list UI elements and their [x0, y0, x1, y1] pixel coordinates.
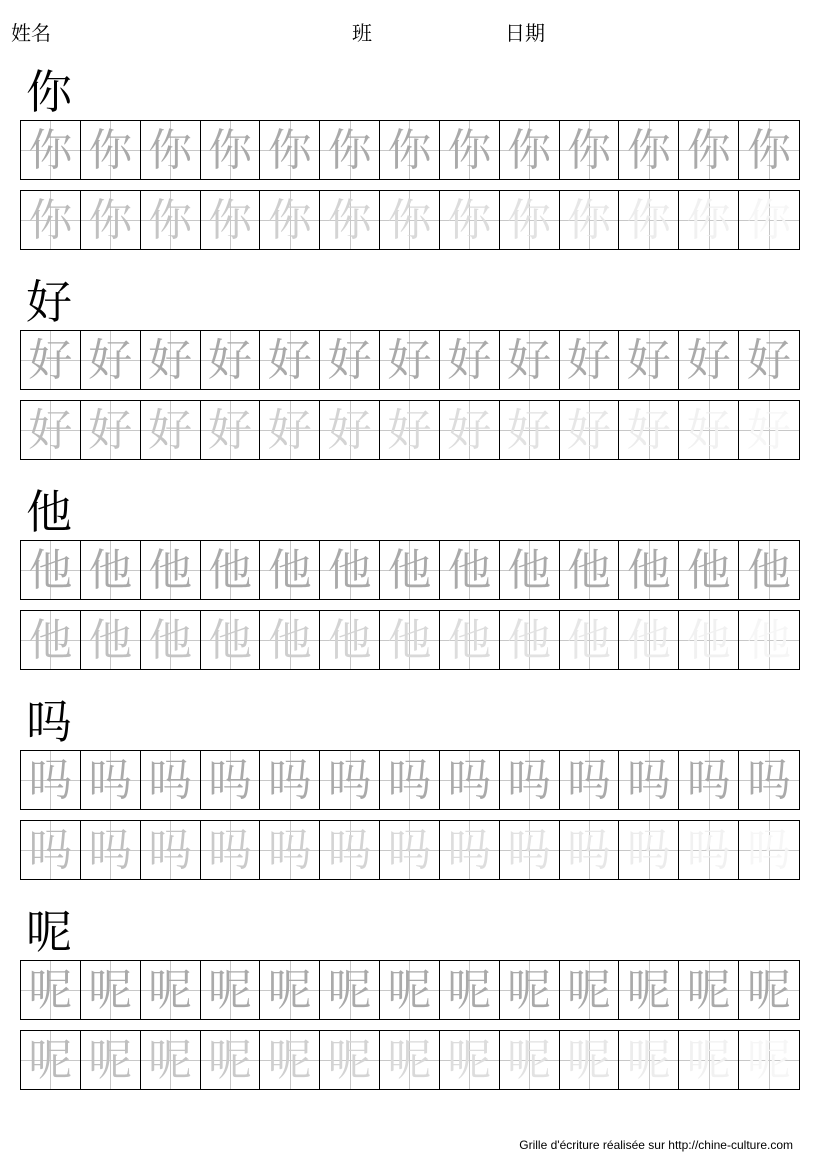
trace-character: 吗 [747, 825, 792, 876]
trace-character: 你 [626, 195, 671, 246]
trace-character: 你 [747, 195, 792, 246]
trace-character: 好 [88, 405, 133, 456]
trace-character: 他 [567, 545, 612, 596]
trace-character: 吗 [148, 825, 193, 876]
practice-cell[interactable] [320, 751, 380, 809]
practice-cell[interactable] [679, 1031, 739, 1089]
trace-character: 他 [747, 545, 792, 596]
trace-character: 他 [387, 545, 432, 596]
practice-cell[interactable] [739, 541, 799, 599]
trace-character: 你 [148, 195, 193, 246]
trace-character: 好 [747, 405, 792, 456]
trace-character: 你 [88, 125, 133, 176]
practice-cell[interactable] [320, 541, 380, 599]
trace-character: 他 [447, 545, 492, 596]
trace-row-fading [20, 1030, 800, 1090]
trace-character: 他 [447, 615, 492, 666]
practice-cell[interactable] [560, 541, 620, 599]
trace-row-fading [20, 190, 800, 250]
practice-cell[interactable] [739, 821, 799, 879]
trace-character: 好 [28, 405, 73, 456]
practice-cell[interactable] [141, 821, 201, 879]
trace-character: 吗 [88, 825, 133, 876]
trace-character: 呢 [387, 1035, 432, 1086]
practice-cell[interactable] [21, 191, 81, 249]
practice-cell[interactable] [560, 821, 620, 879]
trace-character: 吗 [28, 755, 73, 806]
practice-cell[interactable] [679, 121, 739, 179]
practice-cell[interactable] [141, 121, 201, 179]
practice-cell[interactable] [619, 541, 679, 599]
practice-cell[interactable] [21, 751, 81, 809]
practice-cell[interactable] [320, 1031, 380, 1089]
trace-character: 好 [267, 405, 312, 456]
trace-character: 呢 [28, 965, 73, 1016]
trace-character: 呢 [507, 1035, 552, 1086]
trace-character: 你 [28, 195, 73, 246]
practice-cell[interactable] [201, 1031, 261, 1089]
practice-cell[interactable] [81, 961, 141, 1019]
practice-cell[interactable] [739, 751, 799, 809]
model-character: 吗 [26, 695, 72, 749]
practice-cell[interactable] [260, 961, 320, 1019]
practice-cell[interactable] [81, 821, 141, 879]
trace-character: 好 [148, 405, 193, 456]
practice-cell[interactable] [141, 331, 201, 389]
trace-character: 你 [507, 125, 552, 176]
practice-cell[interactable] [201, 961, 261, 1019]
trace-character: 呢 [327, 1035, 372, 1086]
practice-cell[interactable] [560, 1031, 620, 1089]
name-label: 姓名 [11, 21, 51, 45]
practice-cell[interactable] [619, 191, 679, 249]
trace-character: 你 [88, 195, 133, 246]
trace-character: 吗 [28, 825, 73, 876]
trace-character: 他 [327, 545, 372, 596]
trace-character: 好 [447, 405, 492, 456]
trace-character: 他 [148, 545, 193, 596]
trace-character: 你 [686, 195, 731, 246]
trace-character: 他 [567, 615, 612, 666]
trace-character: 呢 [267, 965, 312, 1016]
practice-cell[interactable] [21, 541, 81, 599]
practice-cell[interactable] [440, 611, 500, 669]
trace-character: 吗 [267, 755, 312, 806]
trace-character: 好 [567, 335, 612, 386]
practice-cell[interactable] [21, 961, 81, 1019]
trace-character: 吗 [686, 825, 731, 876]
practice-cell[interactable] [619, 1031, 679, 1089]
practice-cell[interactable] [260, 401, 320, 459]
trace-character: 吗 [747, 755, 792, 806]
trace-character: 呢 [267, 1035, 312, 1086]
practice-cell[interactable] [500, 331, 560, 389]
trace-character: 吗 [567, 825, 612, 876]
class-label: 班 [352, 21, 372, 45]
practice-cell[interactable] [320, 611, 380, 669]
practice-cell[interactable] [380, 611, 440, 669]
trace-character: 好 [207, 335, 252, 386]
practice-cell[interactable] [739, 401, 799, 459]
trace-character: 吗 [567, 755, 612, 806]
date-label: 日期 [505, 21, 545, 45]
practice-cell[interactable] [141, 191, 201, 249]
practice-cell[interactable] [320, 961, 380, 1019]
practice-cell[interactable] [141, 541, 201, 599]
practice-cell[interactable] [81, 121, 141, 179]
trace-character: 吗 [88, 755, 133, 806]
trace-character: 你 [567, 125, 612, 176]
trace-character: 好 [207, 405, 252, 456]
practice-cell[interactable] [679, 611, 739, 669]
practice-cell[interactable] [201, 541, 261, 599]
trace-character: 好 [387, 335, 432, 386]
trace-character: 呢 [88, 965, 133, 1016]
practice-cell[interactable] [500, 1031, 560, 1089]
trace-character: 好 [626, 335, 671, 386]
trace-row-fading [20, 400, 800, 460]
trace-row-fading [20, 820, 800, 880]
trace-character: 吗 [507, 825, 552, 876]
trace-character: 呢 [28, 1035, 73, 1086]
practice-cell[interactable] [21, 401, 81, 459]
practice-cell[interactable] [500, 751, 560, 809]
practice-cell[interactable] [380, 821, 440, 879]
practice-cell[interactable] [260, 611, 320, 669]
practice-cell[interactable] [679, 541, 739, 599]
trace-character: 呢 [626, 1035, 671, 1086]
trace-character: 你 [267, 125, 312, 176]
trace-character: 你 [447, 195, 492, 246]
practice-cell[interactable] [500, 121, 560, 179]
trace-character: 呢 [686, 1035, 731, 1086]
practice-cell[interactable] [619, 331, 679, 389]
trace-character: 呢 [747, 1035, 792, 1086]
practice-cell[interactable] [619, 821, 679, 879]
practice-cell[interactable] [739, 191, 799, 249]
trace-character: 吗 [686, 755, 731, 806]
trace-character: 好 [447, 335, 492, 386]
trace-character: 呢 [207, 965, 252, 1016]
trace-character: 你 [387, 195, 432, 246]
practice-cell[interactable] [81, 751, 141, 809]
trace-row-solid [20, 330, 800, 390]
practice-cell[interactable] [380, 751, 440, 809]
practice-cell[interactable] [201, 751, 261, 809]
practice-cell[interactable] [619, 961, 679, 1019]
trace-character: 他 [507, 545, 552, 596]
trace-character: 吗 [387, 825, 432, 876]
trace-character: 你 [447, 125, 492, 176]
practice-cell[interactable] [380, 121, 440, 179]
practice-cell[interactable] [81, 401, 141, 459]
trace-character: 呢 [626, 965, 671, 1016]
practice-cell[interactable] [201, 191, 261, 249]
practice-cell[interactable] [320, 331, 380, 389]
practice-cell[interactable] [81, 191, 141, 249]
practice-cell[interactable] [500, 611, 560, 669]
trace-character: 他 [507, 615, 552, 666]
practice-cell[interactable] [560, 961, 620, 1019]
practice-cell[interactable] [560, 331, 620, 389]
practice-cell[interactable] [260, 191, 320, 249]
practice-cell[interactable] [141, 751, 201, 809]
trace-character: 你 [267, 195, 312, 246]
trace-character: 你 [686, 125, 731, 176]
trace-row-fading [20, 610, 800, 670]
practice-cell[interactable] [260, 121, 320, 179]
practice-cell[interactable] [560, 751, 620, 809]
practice-cell[interactable] [679, 961, 739, 1019]
trace-character: 你 [327, 125, 372, 176]
practice-cell[interactable] [440, 121, 500, 179]
practice-cell[interactable] [260, 751, 320, 809]
practice-cell[interactable] [141, 611, 201, 669]
trace-character: 好 [747, 335, 792, 386]
practice-cell[interactable] [440, 751, 500, 809]
trace-character: 吗 [267, 825, 312, 876]
trace-character: 吗 [447, 755, 492, 806]
trace-row-solid [20, 540, 800, 600]
practice-cell[interactable] [21, 821, 81, 879]
trace-character: 他 [626, 545, 671, 596]
practice-cell[interactable] [619, 751, 679, 809]
trace-character: 好 [148, 335, 193, 386]
trace-character: 他 [207, 545, 252, 596]
trace-character: 好 [507, 405, 552, 456]
practice-cell[interactable] [201, 401, 261, 459]
practice-cell[interactable] [440, 331, 500, 389]
trace-character: 好 [686, 335, 731, 386]
practice-cell[interactable] [201, 121, 261, 179]
practice-cell[interactable] [81, 611, 141, 669]
trace-character: 他 [88, 615, 133, 666]
practice-cell[interactable] [500, 961, 560, 1019]
trace-character: 他 [28, 545, 73, 596]
practice-cell[interactable] [440, 821, 500, 879]
practice-cell[interactable] [440, 1031, 500, 1089]
trace-character: 好 [327, 335, 372, 386]
trace-character: 他 [387, 615, 432, 666]
practice-cell[interactable] [141, 401, 201, 459]
trace-character: 你 [207, 125, 252, 176]
trace-character: 吗 [387, 755, 432, 806]
practice-cell[interactable] [560, 401, 620, 459]
model-character: 你 [26, 65, 72, 119]
trace-character: 呢 [507, 965, 552, 1016]
practice-cell[interactable] [500, 821, 560, 879]
trace-character: 你 [327, 195, 372, 246]
practice-cell[interactable] [560, 121, 620, 179]
practice-cell[interactable] [320, 401, 380, 459]
practice-cell[interactable] [440, 541, 500, 599]
practice-cell[interactable] [201, 331, 261, 389]
trace-character: 他 [327, 615, 372, 666]
trace-character: 你 [507, 195, 552, 246]
practice-cell[interactable] [320, 191, 380, 249]
trace-character: 吗 [507, 755, 552, 806]
trace-character: 吗 [207, 755, 252, 806]
practice-cell[interactable] [739, 331, 799, 389]
practice-cell[interactable] [380, 541, 440, 599]
trace-row-solid [20, 750, 800, 810]
trace-character: 呢 [148, 1035, 193, 1086]
trace-character: 你 [207, 195, 252, 246]
practice-cell[interactable] [380, 961, 440, 1019]
practice-cell[interactable] [739, 121, 799, 179]
trace-character: 呢 [567, 965, 612, 1016]
trace-character: 他 [267, 545, 312, 596]
practice-cell[interactable] [21, 331, 81, 389]
practice-cell[interactable] [560, 191, 620, 249]
practice-cell[interactable] [320, 821, 380, 879]
practice-cell[interactable] [619, 611, 679, 669]
practice-cell[interactable] [679, 821, 739, 879]
practice-cell[interactable] [81, 331, 141, 389]
practice-cell[interactable] [739, 611, 799, 669]
trace-character: 好 [387, 405, 432, 456]
practice-cell[interactable] [440, 961, 500, 1019]
model-character: 呢 [26, 905, 72, 959]
practice-cell[interactable] [560, 611, 620, 669]
trace-character: 好 [567, 405, 612, 456]
practice-cell[interactable] [201, 821, 261, 879]
practice-cell[interactable] [81, 541, 141, 599]
practice-cell[interactable] [320, 121, 380, 179]
trace-character: 他 [148, 615, 193, 666]
practice-cell[interactable] [440, 401, 500, 459]
practice-cell[interactable] [260, 541, 320, 599]
trace-character: 你 [148, 125, 193, 176]
trace-character: 你 [387, 125, 432, 176]
trace-character: 好 [28, 335, 73, 386]
model-character: 他 [26, 485, 72, 539]
trace-character: 好 [327, 405, 372, 456]
trace-character: 吗 [447, 825, 492, 876]
trace-character: 吗 [327, 825, 372, 876]
trace-character: 呢 [686, 965, 731, 1016]
trace-character: 好 [686, 405, 731, 456]
practice-cell[interactable] [380, 1031, 440, 1089]
trace-character: 他 [28, 615, 73, 666]
practice-cell[interactable] [380, 191, 440, 249]
practice-cell[interactable] [739, 961, 799, 1019]
trace-character: 吗 [148, 755, 193, 806]
trace-character: 呢 [747, 965, 792, 1016]
trace-character: 呢 [447, 965, 492, 1016]
trace-character: 呢 [327, 965, 372, 1016]
trace-character: 他 [626, 615, 671, 666]
practice-cell[interactable] [380, 331, 440, 389]
trace-character: 呢 [88, 1035, 133, 1086]
trace-character: 他 [686, 545, 731, 596]
practice-cell[interactable] [21, 611, 81, 669]
practice-cell[interactable] [500, 541, 560, 599]
model-character: 好 [26, 275, 72, 329]
trace-character: 你 [747, 125, 792, 176]
footer-credit: Grille d'écriture réalisée sur http://chine-culture.com [519, 1138, 793, 1152]
trace-character: 呢 [387, 965, 432, 1016]
practice-cell[interactable] [141, 961, 201, 1019]
trace-row-solid [20, 960, 800, 1020]
trace-character: 他 [267, 615, 312, 666]
trace-character: 好 [626, 405, 671, 456]
practice-cell[interactable] [260, 1031, 320, 1089]
practice-cell[interactable] [440, 191, 500, 249]
practice-cell[interactable] [260, 821, 320, 879]
trace-character: 呢 [447, 1035, 492, 1086]
trace-character: 呢 [567, 1035, 612, 1086]
trace-character: 他 [88, 545, 133, 596]
trace-character: 你 [626, 125, 671, 176]
practice-cell[interactable] [260, 331, 320, 389]
trace-character: 他 [747, 615, 792, 666]
trace-character: 好 [88, 335, 133, 386]
practice-cell[interactable] [141, 1031, 201, 1089]
practice-cell[interactable] [500, 401, 560, 459]
trace-character: 你 [28, 125, 73, 176]
trace-row-solid [20, 120, 800, 180]
practice-cell[interactable] [739, 1031, 799, 1089]
practice-cell[interactable] [81, 1031, 141, 1089]
trace-character: 好 [507, 335, 552, 386]
trace-character: 吗 [626, 825, 671, 876]
trace-character: 吗 [207, 825, 252, 876]
practice-cell[interactable] [679, 191, 739, 249]
practice-cell[interactable] [380, 401, 440, 459]
practice-cell[interactable] [619, 401, 679, 459]
practice-cell[interactable] [21, 121, 81, 179]
trace-character: 吗 [626, 755, 671, 806]
trace-character: 吗 [327, 755, 372, 806]
practice-cell[interactable] [500, 191, 560, 249]
trace-character: 他 [686, 615, 731, 666]
practice-cell[interactable] [21, 1031, 81, 1089]
trace-character: 好 [267, 335, 312, 386]
trace-character: 你 [567, 195, 612, 246]
trace-character: 呢 [207, 1035, 252, 1086]
practice-cell[interactable] [201, 611, 261, 669]
practice-cell[interactable] [679, 331, 739, 389]
trace-character: 呢 [148, 965, 193, 1016]
practice-cell[interactable] [679, 751, 739, 809]
trace-character: 他 [207, 615, 252, 666]
practice-cell[interactable] [619, 121, 679, 179]
practice-cell[interactable] [679, 401, 739, 459]
